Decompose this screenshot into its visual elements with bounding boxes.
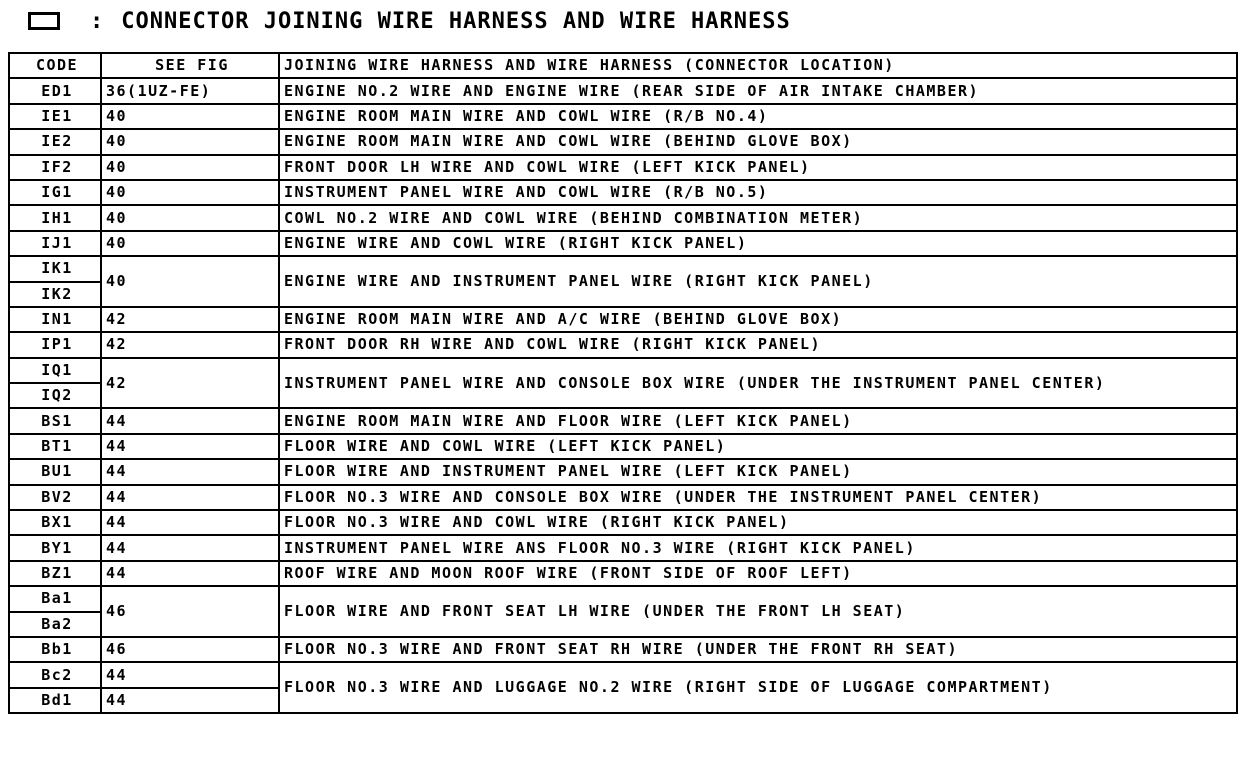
- connector-table: [8, 52, 1238, 714]
- code-cell: IQ1: [9, 358, 101, 383]
- connector-symbol-box: [28, 12, 60, 30]
- location-cell: INSTRUMENT PANEL WIRE AND CONSOLE BOX WIRE (UNDER THE INSTRUMENT PANEL CENTER): [279, 358, 1237, 409]
- see-fig-cell: 40: [101, 155, 279, 180]
- table-row: [9, 586, 1237, 611]
- code-cell: BS1: [9, 408, 101, 433]
- location-cell: ENGINE ROOM MAIN WIRE AND FLOOR WIRE (LEFT KICK PANEL): [279, 408, 1237, 433]
- table-body: [9, 78, 1237, 713]
- location-cell: FLOOR NO.3 WIRE AND CONSOLE BOX WIRE (UNDER THE INSTRUMENT PANEL CENTER): [279, 485, 1237, 510]
- see-fig-cell: 36(1UZ-FE): [101, 78, 279, 103]
- location-cell: FRONT DOOR LH WIRE AND COWL WIRE (LEFT KICK PANEL): [279, 155, 1237, 180]
- table-row: [9, 78, 1237, 103]
- see-fig-cell: 44: [101, 459, 279, 484]
- table-header-row: [9, 53, 1237, 78]
- location-cell: ENGINE WIRE AND COWL WIRE (RIGHT KICK PANEL): [279, 231, 1237, 256]
- see-fig-cell: 44: [101, 408, 279, 433]
- table-row: [9, 459, 1237, 484]
- table-row: [9, 662, 1237, 687]
- code-cell: IH1: [9, 205, 101, 230]
- location-cell: ENGINE ROOM MAIN WIRE AND COWL WIRE (R/B NO.4): [279, 104, 1237, 129]
- location-cell: FLOOR WIRE AND FRONT SEAT LH WIRE (UNDER THE FRONT LH SEAT): [279, 586, 1237, 637]
- table-row: [9, 637, 1237, 662]
- header-code: CODE: [9, 53, 101, 78]
- table-row: [9, 155, 1237, 180]
- location-cell: ROOF WIRE AND MOON ROOF WIRE (FRONT SIDE OF ROOF LEFT): [279, 561, 1237, 586]
- page-title-row: [28, 6, 791, 36]
- location-cell: ENGINE NO.2 WIRE AND ENGINE WIRE (REAR SIDE OF AIR INTAKE CHAMBER): [279, 78, 1237, 103]
- code-cell: Bd1: [9, 688, 101, 713]
- table-row: [9, 205, 1237, 230]
- see-fig-cell: 42: [101, 307, 279, 332]
- code-cell: IE2: [9, 129, 101, 154]
- code-cell: IF2: [9, 155, 101, 180]
- see-fig-cell: 42: [101, 358, 279, 409]
- header-location: JOINING WIRE HARNESS AND WIRE HARNESS (CONNECTOR LOCATION): [279, 53, 1237, 78]
- see-fig-cell: 44: [101, 434, 279, 459]
- header-see-fig: SEE FIG: [101, 53, 279, 78]
- see-fig-cell: 44: [101, 535, 279, 560]
- see-fig-cell: 44: [101, 688, 279, 713]
- code-cell: IK2: [9, 282, 101, 307]
- code-cell: BV2: [9, 485, 101, 510]
- location-cell: INSTRUMENT PANEL WIRE AND COWL WIRE (R/B NO.5): [279, 180, 1237, 205]
- table-row: [9, 256, 1237, 281]
- code-cell: IK1: [9, 256, 101, 281]
- table-row: [9, 231, 1237, 256]
- table-row: [9, 307, 1237, 332]
- see-fig-cell: 40: [101, 104, 279, 129]
- table-row: [9, 510, 1237, 535]
- code-cell: IG1: [9, 180, 101, 205]
- table-row: [9, 104, 1237, 129]
- table-row: [9, 358, 1237, 383]
- code-cell: Bb1: [9, 637, 101, 662]
- location-cell: COWL NO.2 WIRE AND COWL WIRE (BEHIND COMBINATION METER): [279, 205, 1237, 230]
- location-cell: ENGINE WIRE AND INSTRUMENT PANEL WIRE (RIGHT KICK PANEL): [279, 256, 1237, 307]
- see-fig-cell: 40: [101, 231, 279, 256]
- location-cell: FLOOR NO.3 WIRE AND COWL WIRE (RIGHT KICK PANEL): [279, 510, 1237, 535]
- see-fig-cell: 46: [101, 586, 279, 637]
- location-cell: FLOOR NO.3 WIRE AND LUGGAGE NO.2 WIRE (RIGHT SIDE OF LUGGAGE COMPARTMENT): [279, 662, 1237, 713]
- see-fig-cell: 42: [101, 332, 279, 357]
- location-cell: FLOOR NO.3 WIRE AND FRONT SEAT RH WIRE (UNDER THE FRONT RH SEAT): [279, 637, 1237, 662]
- table-row: [9, 408, 1237, 433]
- code-cell: BT1: [9, 434, 101, 459]
- see-fig-cell: 44: [101, 510, 279, 535]
- code-cell: BZ1: [9, 561, 101, 586]
- code-cell: IJ1: [9, 231, 101, 256]
- code-cell: ED1: [9, 78, 101, 103]
- title-colon: :: [90, 8, 104, 34]
- location-cell: ENGINE ROOM MAIN WIRE AND COWL WIRE (BEHIND GLOVE BOX): [279, 129, 1237, 154]
- see-fig-cell: 46: [101, 637, 279, 662]
- code-cell: IN1: [9, 307, 101, 332]
- code-cell: IE1: [9, 104, 101, 129]
- page-title: CONNECTOR JOINING WIRE HARNESS AND WIRE HARNESS: [121, 8, 791, 34]
- see-fig-cell: 40: [101, 205, 279, 230]
- location-cell: INSTRUMENT PANEL WIRE ANS FLOOR NO.3 WIRE (RIGHT KICK PANEL): [279, 535, 1237, 560]
- code-cell: BU1: [9, 459, 101, 484]
- code-cell: IP1: [9, 332, 101, 357]
- see-fig-cell: 44: [101, 561, 279, 586]
- table-row: [9, 485, 1237, 510]
- table-row: [9, 332, 1237, 357]
- table-row: [9, 180, 1237, 205]
- location-cell: FRONT DOOR RH WIRE AND COWL WIRE (RIGHT KICK PANEL): [279, 332, 1237, 357]
- table-row: [9, 129, 1237, 154]
- code-cell: Ba2: [9, 612, 101, 637]
- see-fig-cell: 40: [101, 256, 279, 307]
- code-cell: IQ2: [9, 383, 101, 408]
- see-fig-cell: 40: [101, 129, 279, 154]
- see-fig-cell: 44: [101, 662, 279, 687]
- location-cell: FLOOR WIRE AND COWL WIRE (LEFT KICK PANEL): [279, 434, 1237, 459]
- table-row: [9, 434, 1237, 459]
- see-fig-cell: 44: [101, 485, 279, 510]
- location-cell: FLOOR WIRE AND INSTRUMENT PANEL WIRE (LEFT KICK PANEL): [279, 459, 1237, 484]
- table-row: [9, 535, 1237, 560]
- location-cell: ENGINE ROOM MAIN WIRE AND A/C WIRE (BEHIND GLOVE BOX): [279, 307, 1237, 332]
- see-fig-cell: 40: [101, 180, 279, 205]
- code-cell: Ba1: [9, 586, 101, 611]
- code-cell: BX1: [9, 510, 101, 535]
- table-row: [9, 561, 1237, 586]
- code-cell: Bc2: [9, 662, 101, 687]
- code-cell: BY1: [9, 535, 101, 560]
